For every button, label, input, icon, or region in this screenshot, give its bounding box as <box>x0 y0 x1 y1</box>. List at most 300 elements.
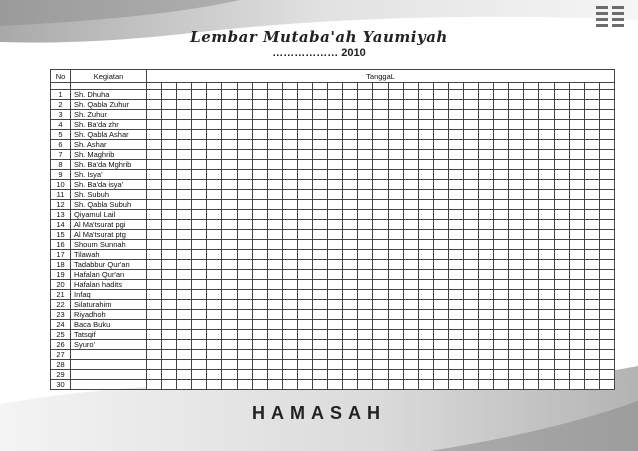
day-check-cell[interactable] <box>509 310 524 320</box>
day-check-cell[interactable] <box>494 130 509 140</box>
day-check-cell[interactable] <box>403 130 418 140</box>
day-check-cell[interactable] <box>192 120 207 130</box>
day-check-cell[interactable] <box>524 120 539 130</box>
day-check-cell[interactable] <box>147 290 162 300</box>
day-check-cell[interactable] <box>222 290 237 300</box>
day-check-cell[interactable] <box>267 90 282 100</box>
day-check-cell[interactable] <box>569 280 584 290</box>
day-check-cell[interactable] <box>192 150 207 160</box>
day-check-cell[interactable] <box>313 370 328 380</box>
day-check-cell[interactable] <box>358 370 373 380</box>
day-check-cell[interactable] <box>358 280 373 290</box>
day-check-cell[interactable] <box>252 370 267 380</box>
day-check-cell[interactable] <box>463 250 478 260</box>
day-check-cell[interactable] <box>252 210 267 220</box>
day-check-cell[interactable] <box>373 310 388 320</box>
day-check-cell[interactable] <box>297 100 312 110</box>
day-check-cell[interactable] <box>297 120 312 130</box>
day-check-cell[interactable] <box>313 340 328 350</box>
day-check-cell[interactable] <box>403 310 418 320</box>
day-check-cell[interactable] <box>494 190 509 200</box>
day-check-cell[interactable] <box>599 330 614 340</box>
day-check-cell[interactable] <box>509 270 524 280</box>
day-check-cell[interactable] <box>328 300 343 310</box>
day-check-cell[interactable] <box>448 190 463 200</box>
day-check-cell[interactable] <box>192 130 207 140</box>
day-check-cell[interactable] <box>192 280 207 290</box>
day-check-cell[interactable] <box>403 200 418 210</box>
day-check-cell[interactable] <box>328 370 343 380</box>
day-check-cell[interactable] <box>373 90 388 100</box>
day-check-cell[interactable] <box>313 320 328 330</box>
day-check-cell[interactable] <box>584 340 599 350</box>
day-check-cell[interactable] <box>207 90 222 100</box>
day-check-cell[interactable] <box>433 190 448 200</box>
day-check-cell[interactable] <box>463 210 478 220</box>
day-check-cell[interactable] <box>509 190 524 200</box>
day-check-cell[interactable] <box>162 90 177 100</box>
day-check-cell[interactable] <box>358 120 373 130</box>
day-check-cell[interactable] <box>388 380 403 390</box>
day-check-cell[interactable] <box>433 160 448 170</box>
day-check-cell[interactable] <box>282 310 297 320</box>
day-check-cell[interactable] <box>509 230 524 240</box>
day-check-cell[interactable] <box>343 290 358 300</box>
day-check-cell[interactable] <box>192 270 207 280</box>
day-check-cell[interactable] <box>448 260 463 270</box>
day-check-cell[interactable] <box>433 140 448 150</box>
day-check-cell[interactable] <box>479 200 494 210</box>
day-check-cell[interactable] <box>524 360 539 370</box>
day-check-cell[interactable] <box>207 310 222 320</box>
day-check-cell[interactable] <box>494 90 509 100</box>
day-check-cell[interactable] <box>373 180 388 190</box>
day-check-cell[interactable] <box>177 110 192 120</box>
day-check-cell[interactable] <box>328 240 343 250</box>
day-check-cell[interactable] <box>147 150 162 160</box>
day-check-cell[interactable] <box>554 340 569 350</box>
day-check-cell[interactable] <box>539 100 554 110</box>
day-check-cell[interactable] <box>569 120 584 130</box>
day-check-cell[interactable] <box>162 190 177 200</box>
day-check-cell[interactable] <box>297 270 312 280</box>
day-check-cell[interactable] <box>373 300 388 310</box>
day-check-cell[interactable] <box>569 370 584 380</box>
day-check-cell[interactable] <box>358 250 373 260</box>
day-check-cell[interactable] <box>448 180 463 190</box>
day-check-cell[interactable] <box>479 290 494 300</box>
day-check-cell[interactable] <box>328 170 343 180</box>
day-check-cell[interactable] <box>569 190 584 200</box>
day-check-cell[interactable] <box>358 160 373 170</box>
day-check-cell[interactable] <box>177 300 192 310</box>
day-check-cell[interactable] <box>222 120 237 130</box>
day-check-cell[interactable] <box>418 290 433 300</box>
day-check-cell[interactable] <box>358 170 373 180</box>
day-check-cell[interactable] <box>267 260 282 270</box>
day-check-cell[interactable] <box>252 180 267 190</box>
day-check-cell[interactable] <box>162 270 177 280</box>
day-check-cell[interactable] <box>448 200 463 210</box>
day-check-cell[interactable] <box>524 210 539 220</box>
day-check-cell[interactable] <box>313 290 328 300</box>
day-check-cell[interactable] <box>373 270 388 280</box>
day-check-cell[interactable] <box>177 160 192 170</box>
day-check-cell[interactable] <box>494 360 509 370</box>
day-check-cell[interactable] <box>403 260 418 270</box>
day-check-cell[interactable] <box>252 350 267 360</box>
day-check-cell[interactable] <box>388 250 403 260</box>
day-check-cell[interactable] <box>207 130 222 140</box>
day-check-cell[interactable] <box>343 120 358 130</box>
day-check-cell[interactable] <box>343 150 358 160</box>
day-check-cell[interactable] <box>509 110 524 120</box>
day-check-cell[interactable] <box>162 230 177 240</box>
day-check-cell[interactable] <box>313 110 328 120</box>
day-check-cell[interactable] <box>358 270 373 280</box>
day-check-cell[interactable] <box>297 160 312 170</box>
day-check-cell[interactable] <box>433 240 448 250</box>
day-check-cell[interactable] <box>282 380 297 390</box>
day-check-cell[interactable] <box>358 300 373 310</box>
day-check-cell[interactable] <box>237 150 252 160</box>
day-check-cell[interactable] <box>192 140 207 150</box>
day-check-cell[interactable] <box>177 380 192 390</box>
day-check-cell[interactable] <box>479 240 494 250</box>
day-check-cell[interactable] <box>479 340 494 350</box>
day-check-cell[interactable] <box>267 320 282 330</box>
day-check-cell[interactable] <box>207 150 222 160</box>
day-check-cell[interactable] <box>147 370 162 380</box>
day-check-cell[interactable] <box>569 140 584 150</box>
day-check-cell[interactable] <box>599 310 614 320</box>
day-check-cell[interactable] <box>207 290 222 300</box>
day-check-cell[interactable] <box>584 290 599 300</box>
day-check-cell[interactable] <box>403 300 418 310</box>
day-check-cell[interactable] <box>433 200 448 210</box>
day-check-cell[interactable] <box>448 270 463 280</box>
day-check-cell[interactable] <box>252 320 267 330</box>
day-check-cell[interactable] <box>524 170 539 180</box>
day-check-cell[interactable] <box>207 210 222 220</box>
day-check-cell[interactable] <box>494 110 509 120</box>
day-check-cell[interactable] <box>222 140 237 150</box>
day-check-cell[interactable] <box>328 110 343 120</box>
day-check-cell[interactable] <box>463 310 478 320</box>
day-check-cell[interactable] <box>313 350 328 360</box>
day-check-cell[interactable] <box>313 150 328 160</box>
day-check-cell[interactable] <box>479 140 494 150</box>
day-check-cell[interactable] <box>313 250 328 260</box>
day-check-cell[interactable] <box>192 100 207 110</box>
day-check-cell[interactable] <box>554 160 569 170</box>
day-check-cell[interactable] <box>418 360 433 370</box>
day-check-cell[interactable] <box>418 320 433 330</box>
day-check-cell[interactable] <box>267 340 282 350</box>
day-check-cell[interactable] <box>569 220 584 230</box>
day-check-cell[interactable] <box>162 260 177 270</box>
day-check-cell[interactable] <box>539 330 554 340</box>
day-check-cell[interactable] <box>192 180 207 190</box>
day-check-cell[interactable] <box>494 250 509 260</box>
day-check-cell[interactable] <box>403 120 418 130</box>
day-check-cell[interactable] <box>539 120 554 130</box>
day-check-cell[interactable] <box>584 300 599 310</box>
day-check-cell[interactable] <box>494 260 509 270</box>
day-check-cell[interactable] <box>328 380 343 390</box>
day-check-cell[interactable] <box>569 160 584 170</box>
day-check-cell[interactable] <box>448 300 463 310</box>
day-check-cell[interactable] <box>418 160 433 170</box>
day-check-cell[interactable] <box>524 330 539 340</box>
day-check-cell[interactable] <box>448 240 463 250</box>
day-check-cell[interactable] <box>463 240 478 250</box>
day-check-cell[interactable] <box>313 90 328 100</box>
day-check-cell[interactable] <box>599 140 614 150</box>
day-check-cell[interactable] <box>207 320 222 330</box>
day-check-cell[interactable] <box>403 150 418 160</box>
day-check-cell[interactable] <box>237 370 252 380</box>
day-check-cell[interactable] <box>207 380 222 390</box>
day-check-cell[interactable] <box>343 350 358 360</box>
day-check-cell[interactable] <box>554 90 569 100</box>
day-check-cell[interactable] <box>252 250 267 260</box>
day-check-cell[interactable] <box>599 350 614 360</box>
day-check-cell[interactable] <box>252 290 267 300</box>
day-check-cell[interactable] <box>584 110 599 120</box>
day-check-cell[interactable] <box>267 300 282 310</box>
day-check-cell[interactable] <box>524 230 539 240</box>
day-check-cell[interactable] <box>448 320 463 330</box>
day-check-cell[interactable] <box>509 100 524 110</box>
day-check-cell[interactable] <box>554 170 569 180</box>
day-check-cell[interactable] <box>222 350 237 360</box>
day-check-cell[interactable] <box>192 320 207 330</box>
day-check-cell[interactable] <box>162 300 177 310</box>
day-check-cell[interactable] <box>282 110 297 120</box>
day-check-cell[interactable] <box>494 100 509 110</box>
day-check-cell[interactable] <box>237 160 252 170</box>
day-check-cell[interactable] <box>313 220 328 230</box>
day-check-cell[interactable] <box>539 260 554 270</box>
day-check-cell[interactable] <box>373 210 388 220</box>
day-check-cell[interactable] <box>358 320 373 330</box>
day-check-cell[interactable] <box>418 190 433 200</box>
day-check-cell[interactable] <box>599 170 614 180</box>
day-check-cell[interactable] <box>373 240 388 250</box>
day-check-cell[interactable] <box>433 250 448 260</box>
day-check-cell[interactable] <box>509 130 524 140</box>
day-check-cell[interactable] <box>147 360 162 370</box>
day-check-cell[interactable] <box>388 290 403 300</box>
day-check-cell[interactable] <box>282 160 297 170</box>
day-check-cell[interactable] <box>599 120 614 130</box>
day-check-cell[interactable] <box>373 130 388 140</box>
day-check-cell[interactable] <box>403 90 418 100</box>
day-check-cell[interactable] <box>388 180 403 190</box>
day-check-cell[interactable] <box>267 130 282 140</box>
day-check-cell[interactable] <box>554 330 569 340</box>
day-check-cell[interactable] <box>207 330 222 340</box>
day-check-cell[interactable] <box>479 250 494 260</box>
day-check-cell[interactable] <box>358 100 373 110</box>
day-check-cell[interactable] <box>479 260 494 270</box>
day-check-cell[interactable] <box>599 240 614 250</box>
day-check-cell[interactable] <box>584 100 599 110</box>
day-check-cell[interactable] <box>554 200 569 210</box>
day-check-cell[interactable] <box>162 240 177 250</box>
day-check-cell[interactable] <box>373 250 388 260</box>
day-check-cell[interactable] <box>147 90 162 100</box>
day-check-cell[interactable] <box>584 320 599 330</box>
day-check-cell[interactable] <box>237 220 252 230</box>
day-check-cell[interactable] <box>569 210 584 220</box>
day-check-cell[interactable] <box>448 340 463 350</box>
day-check-cell[interactable] <box>584 180 599 190</box>
day-check-cell[interactable] <box>373 120 388 130</box>
day-check-cell[interactable] <box>177 210 192 220</box>
day-check-cell[interactable] <box>494 220 509 230</box>
day-check-cell[interactable] <box>252 160 267 170</box>
day-check-cell[interactable] <box>297 290 312 300</box>
day-check-cell[interactable] <box>509 200 524 210</box>
day-check-cell[interactable] <box>313 140 328 150</box>
day-check-cell[interactable] <box>524 290 539 300</box>
day-check-cell[interactable] <box>252 150 267 160</box>
day-check-cell[interactable] <box>569 330 584 340</box>
day-check-cell[interactable] <box>448 380 463 390</box>
day-check-cell[interactable] <box>328 160 343 170</box>
day-check-cell[interactable] <box>433 210 448 220</box>
day-check-cell[interactable] <box>554 310 569 320</box>
day-check-cell[interactable] <box>509 280 524 290</box>
day-check-cell[interactable] <box>494 170 509 180</box>
day-check-cell[interactable] <box>222 340 237 350</box>
day-check-cell[interactable] <box>448 140 463 150</box>
day-check-cell[interactable] <box>433 230 448 240</box>
day-check-cell[interactable] <box>418 310 433 320</box>
day-check-cell[interactable] <box>282 200 297 210</box>
day-check-cell[interactable] <box>433 150 448 160</box>
day-check-cell[interactable] <box>267 160 282 170</box>
day-check-cell[interactable] <box>328 310 343 320</box>
day-check-cell[interactable] <box>539 130 554 140</box>
day-check-cell[interactable] <box>584 250 599 260</box>
day-check-cell[interactable] <box>177 120 192 130</box>
day-check-cell[interactable] <box>403 330 418 340</box>
day-check-cell[interactable] <box>494 280 509 290</box>
day-check-cell[interactable] <box>177 100 192 110</box>
day-check-cell[interactable] <box>463 140 478 150</box>
day-check-cell[interactable] <box>599 270 614 280</box>
day-check-cell[interactable] <box>147 130 162 140</box>
day-check-cell[interactable] <box>358 350 373 360</box>
day-check-cell[interactable] <box>509 210 524 220</box>
day-check-cell[interactable] <box>433 290 448 300</box>
day-check-cell[interactable] <box>192 370 207 380</box>
day-check-cell[interactable] <box>463 100 478 110</box>
day-check-cell[interactable] <box>237 300 252 310</box>
day-check-cell[interactable] <box>463 280 478 290</box>
day-check-cell[interactable] <box>237 250 252 260</box>
day-check-cell[interactable] <box>388 100 403 110</box>
day-check-cell[interactable] <box>373 350 388 360</box>
day-check-cell[interactable] <box>479 150 494 160</box>
day-check-cell[interactable] <box>177 330 192 340</box>
day-check-cell[interactable] <box>539 290 554 300</box>
day-check-cell[interactable] <box>162 210 177 220</box>
day-check-cell[interactable] <box>418 260 433 270</box>
day-check-cell[interactable] <box>192 230 207 240</box>
day-check-cell[interactable] <box>237 360 252 370</box>
day-check-cell[interactable] <box>358 240 373 250</box>
day-check-cell[interactable] <box>509 240 524 250</box>
day-check-cell[interactable] <box>463 150 478 160</box>
day-check-cell[interactable] <box>222 250 237 260</box>
day-check-cell[interactable] <box>147 190 162 200</box>
day-check-cell[interactable] <box>479 350 494 360</box>
day-check-cell[interactable] <box>313 330 328 340</box>
day-check-cell[interactable] <box>418 140 433 150</box>
day-check-cell[interactable] <box>418 370 433 380</box>
day-check-cell[interactable] <box>433 100 448 110</box>
day-check-cell[interactable] <box>282 340 297 350</box>
day-check-cell[interactable] <box>388 350 403 360</box>
day-check-cell[interactable] <box>524 190 539 200</box>
day-check-cell[interactable] <box>599 260 614 270</box>
day-check-cell[interactable] <box>177 130 192 140</box>
day-check-cell[interactable] <box>479 230 494 240</box>
day-check-cell[interactable] <box>147 380 162 390</box>
day-check-cell[interactable] <box>584 230 599 240</box>
day-check-cell[interactable] <box>297 170 312 180</box>
day-check-cell[interactable] <box>358 110 373 120</box>
day-check-cell[interactable] <box>569 100 584 110</box>
day-check-cell[interactable] <box>539 150 554 160</box>
day-check-cell[interactable] <box>388 260 403 270</box>
day-check-cell[interactable] <box>237 90 252 100</box>
day-check-cell[interactable] <box>584 220 599 230</box>
day-check-cell[interactable] <box>524 380 539 390</box>
day-check-cell[interactable] <box>463 90 478 100</box>
day-check-cell[interactable] <box>313 260 328 270</box>
day-check-cell[interactable] <box>524 160 539 170</box>
day-check-cell[interactable] <box>463 340 478 350</box>
day-check-cell[interactable] <box>343 360 358 370</box>
day-check-cell[interactable] <box>569 350 584 360</box>
day-check-cell[interactable] <box>207 250 222 260</box>
day-check-cell[interactable] <box>418 220 433 230</box>
day-check-cell[interactable] <box>463 110 478 120</box>
day-check-cell[interactable] <box>328 360 343 370</box>
day-check-cell[interactable] <box>584 170 599 180</box>
day-check-cell[interactable] <box>358 140 373 150</box>
day-check-cell[interactable] <box>252 280 267 290</box>
day-check-cell[interactable] <box>494 380 509 390</box>
day-check-cell[interactable] <box>509 260 524 270</box>
day-check-cell[interactable] <box>373 100 388 110</box>
day-check-cell[interactable] <box>418 250 433 260</box>
day-check-cell[interactable] <box>494 300 509 310</box>
day-check-cell[interactable] <box>584 260 599 270</box>
day-check-cell[interactable] <box>569 240 584 250</box>
day-check-cell[interactable] <box>147 140 162 150</box>
day-check-cell[interactable] <box>388 220 403 230</box>
day-check-cell[interactable] <box>192 210 207 220</box>
day-check-cell[interactable] <box>463 270 478 280</box>
day-check-cell[interactable] <box>539 380 554 390</box>
day-check-cell[interactable] <box>388 110 403 120</box>
